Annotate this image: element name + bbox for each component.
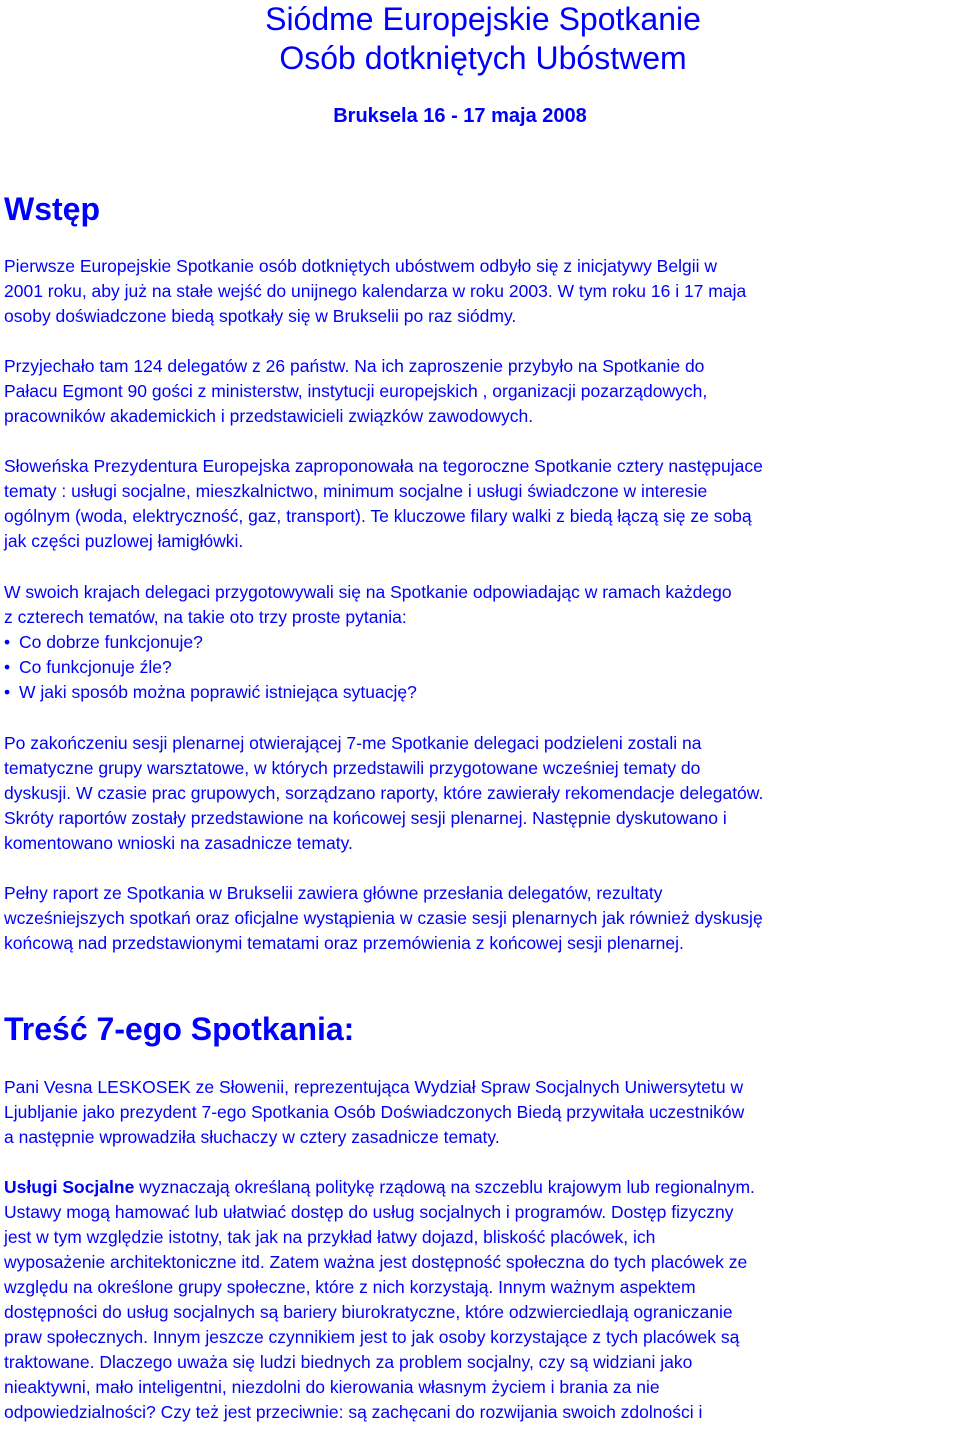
text-line: W swoich krajach delegaci przygotowywali się na Spotkanie odpowiadając w ramach każdego bbox=[4, 582, 732, 602]
bullet-icon: • bbox=[4, 682, 11, 702]
title-line-1: Siódme Europejskie Spotkanie bbox=[265, 1, 701, 37]
text-line: dyskusji. W czasie prac grupowych, sorządzano raporty, które zawierały rekomendacje delegatów. bbox=[4, 783, 764, 803]
text-line: tematy : usługi socjalne, mieszkalnictwo, minimum socjalne i usługi świadczone w interesie bbox=[4, 481, 708, 501]
text-line: jak części puzlowej łamigłówki. bbox=[4, 531, 244, 551]
document-title bbox=[0, 0, 960, 78]
text-line: ogólnym (woda, elektryczność, gaz, transport). Te kluczowe filary walki z biedą łączą się ze sobą bbox=[4, 506, 752, 526]
text-line: wyposażenie architektoniczne itd. Zatem ważna jest dostępność społeczna do tych placówek ze bbox=[4, 1252, 748, 1272]
content-paragraph-2 bbox=[4, 1175, 960, 1425]
text-line: 2001 roku, aby już na stałe wejść do unijnego kalendarza w roku 2003. W tym roku 16 i 17 maja bbox=[4, 281, 747, 301]
intro-paragraph-5 bbox=[4, 731, 960, 856]
questions-list bbox=[4, 630, 960, 705]
content-paragraph-1 bbox=[4, 1075, 960, 1150]
text-line bbox=[4, 1175, 960, 1200]
text-line: nieaktywni, mało inteligentni, niezdolni do kierowania własnym życiem i brania za nie bbox=[4, 1377, 660, 1397]
text-line: Pierwsze Europejskie Spotkanie osób dotkniętych ubóstwem odbyło się z inicjatywy Belgii w bbox=[4, 256, 717, 276]
text-line: Przyjechało tam 124 delegatów z 26 państw. Na ich zaproszenie przybyło na Spotkanie do bbox=[4, 356, 705, 376]
intro-paragraph-4 bbox=[4, 580, 960, 705]
text-line: odpowiedzialności? Czy też jest przeciwnie: są zachęcani do rozwijania swoich zdolności i bbox=[4, 1402, 703, 1422]
text-line: osoby doświadczone biedą spotkały się w Brukselii po raz siódmy. bbox=[4, 306, 517, 326]
text-line: dostępności do usług socjalnych są bariery biurokratyczne, które odzwierciedlają ograniczanie bbox=[4, 1302, 733, 1322]
term-bold: Usługi Socjalne bbox=[4, 1177, 135, 1197]
question-text: Co dobrze funkcjonuje? bbox=[19, 632, 203, 652]
text-line: Ustawy mogą hamować lub ułatwiać dostęp do usług socjalnych i programów. Dostęp fizyczny bbox=[4, 1202, 734, 1222]
text-line: a następnie wprowadziła słuchaczy w cztery zasadnicze tematy. bbox=[4, 1127, 500, 1147]
text-line: praw społecznych. Innym jeszcze czynnikiem jest to jak osoby korzystające z tych placówek są bbox=[4, 1327, 740, 1347]
text-line: komentowano wnioski na zasadnicze tematy. bbox=[4, 833, 353, 853]
event-date-location: Bruksela 16 - 17 maja 2008 bbox=[333, 105, 587, 127]
list-item bbox=[4, 680, 960, 705]
title-line-2: Osób dotkniętych Ubóstwem bbox=[279, 40, 687, 76]
bullet-icon: • bbox=[4, 632, 11, 652]
text-line: Słoweńska Prezydentura Europejska zaproponowała na tegoroczne Spotkanie cztery następujace bbox=[4, 456, 763, 476]
intro-paragraph-6 bbox=[4, 881, 960, 956]
text-line: Pani Vesna LESKOSEK ze Słowenii, reprezentująca Wydział Spraw Socjalnych Uniwersytetu w bbox=[4, 1077, 744, 1097]
text-line: Pałacu Egmont 90 gości z ministerstw, instytucji europejskich , organizacji pozarządowych, bbox=[4, 381, 708, 401]
text-fragment: wyznaczają określaną politykę rządową na szczeblu krajowym lub regionalnym. bbox=[134, 1177, 755, 1197]
text-line: Po zakończeniu sesji plenarnej otwierającej 7-me Spotkanie delegaci podzieleni zostali na bbox=[4, 733, 702, 753]
text-line: jest w tym względzie istotny, tak jak na przykład łatwy dojazd, bliskość placówek, ich bbox=[4, 1227, 656, 1247]
intro-paragraph-3 bbox=[4, 454, 960, 554]
bullet-icon: • bbox=[4, 657, 11, 677]
intro-paragraph-1 bbox=[4, 254, 960, 329]
section-heading-intro: Wstęp bbox=[4, 191, 100, 227]
text-line: Skróty raportów zostały przedstawione na końcowej sesji plenarnej. Następnie dyskutowano i bbox=[4, 808, 727, 828]
text-line: pracowników akademickich i przedstawicieli związków zawodowych. bbox=[4, 406, 534, 426]
text-line: tematyczne grupy warsztatowe, w których przedstawili przygotowane wcześniej tematy do bbox=[4, 758, 701, 778]
intro-paragraph-2 bbox=[4, 354, 960, 429]
list-item bbox=[4, 655, 960, 680]
list-item bbox=[4, 630, 960, 655]
section-heading-content: Treść 7-ego Spotkania: bbox=[4, 1011, 355, 1047]
text-line: końcową nad przedstawionymi tematami oraz przemówienia z końcowej sesji plenarnej. bbox=[4, 933, 684, 953]
question-text: W jaki sposób można poprawić istniejąca sytuację? bbox=[19, 682, 417, 702]
text-line: wcześniejszych spotkań oraz oficjalne wystąpienia w czasie sesji plenarnych jak również dyskusję bbox=[4, 908, 763, 928]
text-line: z czterech tematów, na takie oto trzy proste pytania: bbox=[4, 607, 407, 627]
text-line: traktowane. Dlaczego uważa się ludzi biednych za problem socjalny, czy są widziani jako bbox=[4, 1352, 693, 1372]
text-line: Pełny raport ze Spotkania w Brukselii zawiera główne przesłania delegatów, rezultaty bbox=[4, 883, 663, 903]
text-line: Ljubljanie jako prezydent 7-ego Spotkania Osób Doświadczonych Biedą przywitała uczestników bbox=[4, 1102, 745, 1122]
question-text: Co funkcjonuje źle? bbox=[19, 657, 172, 677]
text-line: względu na określone grupy społeczne, które z nich korzystają. Innym ważnym aspektem bbox=[4, 1277, 696, 1297]
